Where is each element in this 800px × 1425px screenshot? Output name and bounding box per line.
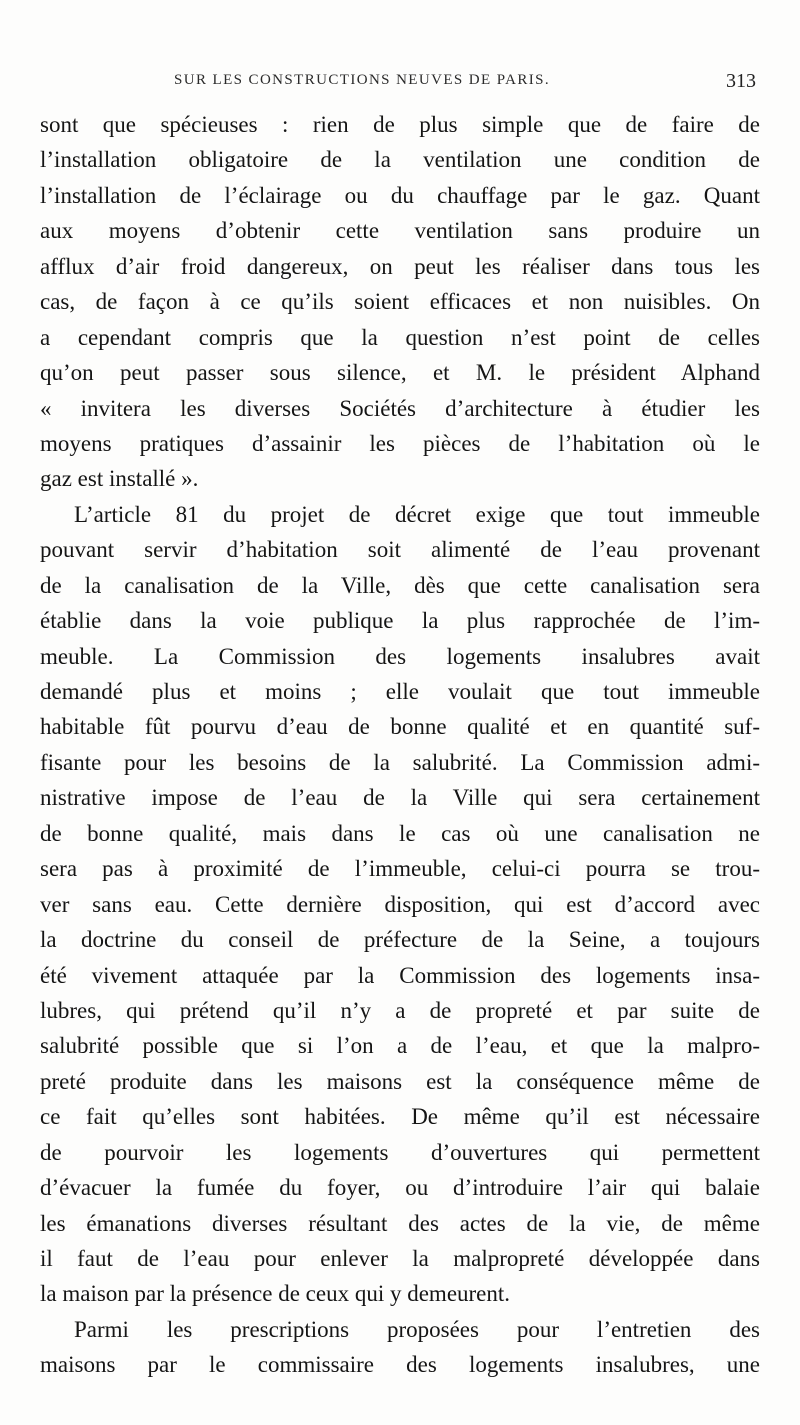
text-line: meuble. La Commission des logements insalubres avait: [40, 643, 760, 669]
text-line: afflux d’air froid dangereux, on peut les réaliser dans tous les: [40, 253, 760, 279]
paragraph-2: [40, 497, 760, 1312]
paragraph-1: [40, 107, 760, 497]
text-line: qu’on peut passer sous silence, et M. le président Alphand: [40, 360, 760, 386]
page-number: 313: [726, 70, 756, 92]
text-line: l’installation obligatoire de la ventilation une condition de: [40, 147, 760, 173]
text-line: cas, de façon à ce qu’ils soient efficaces et non nuisibles. On: [40, 289, 760, 315]
text-line: établie dans la voie publique la plus rapprochée de l’im-: [40, 608, 760, 634]
text-line: l’installation de l’éclairage ou du chauffage par le gaz. Quant: [40, 182, 760, 208]
text-line: salubrité possible que si l’on a de l’eau, et que la malpro-: [40, 1033, 760, 1059]
text-line: pouvant servir d’habitation soit alimenté de l’eau provenant: [40, 537, 760, 563]
text-line: d’évacuer la fumée du foyer, ou d’introduire l’air qui balaie: [40, 1175, 760, 1201]
text-line: la doctrine du conseil de préfecture de la Seine, a toujours: [40, 927, 760, 953]
text-line: gaz est installé ».: [40, 466, 199, 492]
text-line: moyens pratiques d’assainir les pièces de l’habitation où le: [40, 430, 760, 456]
text-line: nistrative impose de l’eau de la Ville qui sera certainement: [40, 785, 760, 811]
text-line: les émanations diverses résultant des actes de la vie, de même: [40, 1210, 760, 1236]
text-line: L’article 81 du projet de décret exige que tout immeuble: [74, 501, 760, 527]
text-line: lubres, qui prétend qu’il n’y a de propreté et par suite de: [40, 997, 760, 1023]
text-line: été vivement attaquée par la Commission des logements insa-: [40, 962, 760, 988]
text-line: ver sans eau. Cette dernière disposition, qui est d’accord avec: [40, 891, 760, 917]
text-line: « invitera les diverses Sociétés d’architecture à étudier les: [40, 395, 760, 421]
text-line: il faut de l’eau pour enlever la malpropreté développée dans: [40, 1246, 760, 1271]
paragraph-3: [40, 1312, 760, 1383]
text-line: a cependant compris que la question n’est point de celles: [40, 324, 760, 350]
text-line: maisons par le commissaire des logements insalubres, une: [40, 1352, 760, 1378]
text-line: de la canalisation de la Ville, dès que cette canalisation sera: [40, 572, 760, 598]
text-line: de bonne qualité, mais dans le cas où une canalisation ne: [40, 820, 760, 846]
text-line: de pourvoir les logements d’ouvertures qui permettent: [40, 1139, 760, 1165]
text-line: habitable fût pourvu d’eau de bonne qualité et en quantité suf-: [40, 714, 760, 740]
text-line: demandé plus et moins ; elle voulait que tout immeuble: [40, 679, 760, 704]
text-line: la maison par la présence de ceux qui y demeurent.: [40, 1281, 511, 1307]
text-line: Parmi les prescriptions proposées pour l’entretien des: [74, 1316, 760, 1342]
text-line: sera pas à proximité de l’immeuble, celui-ci pourra se trou-: [40, 856, 760, 882]
text-line: fisante pour les besoins de la salubrité. La Commission admi-: [40, 749, 760, 775]
page-header: [40, 64, 760, 94]
running-title: SUR LES CONSTRUCTIONS NEUVES DE PARIS.: [174, 72, 551, 88]
text-line: sont que spécieuses : rien de plus simple que de faire de: [40, 112, 760, 137]
text-line: ce fait qu’elles sont habitées. De même qu’il est nécessaire: [40, 1104, 760, 1130]
text-line: aux moyens d’obtenir cette ventilation sans produire un: [40, 218, 760, 244]
body-text: [40, 107, 760, 1383]
text-line: preté produite dans les maisons est la conséquence même de: [40, 1068, 760, 1094]
